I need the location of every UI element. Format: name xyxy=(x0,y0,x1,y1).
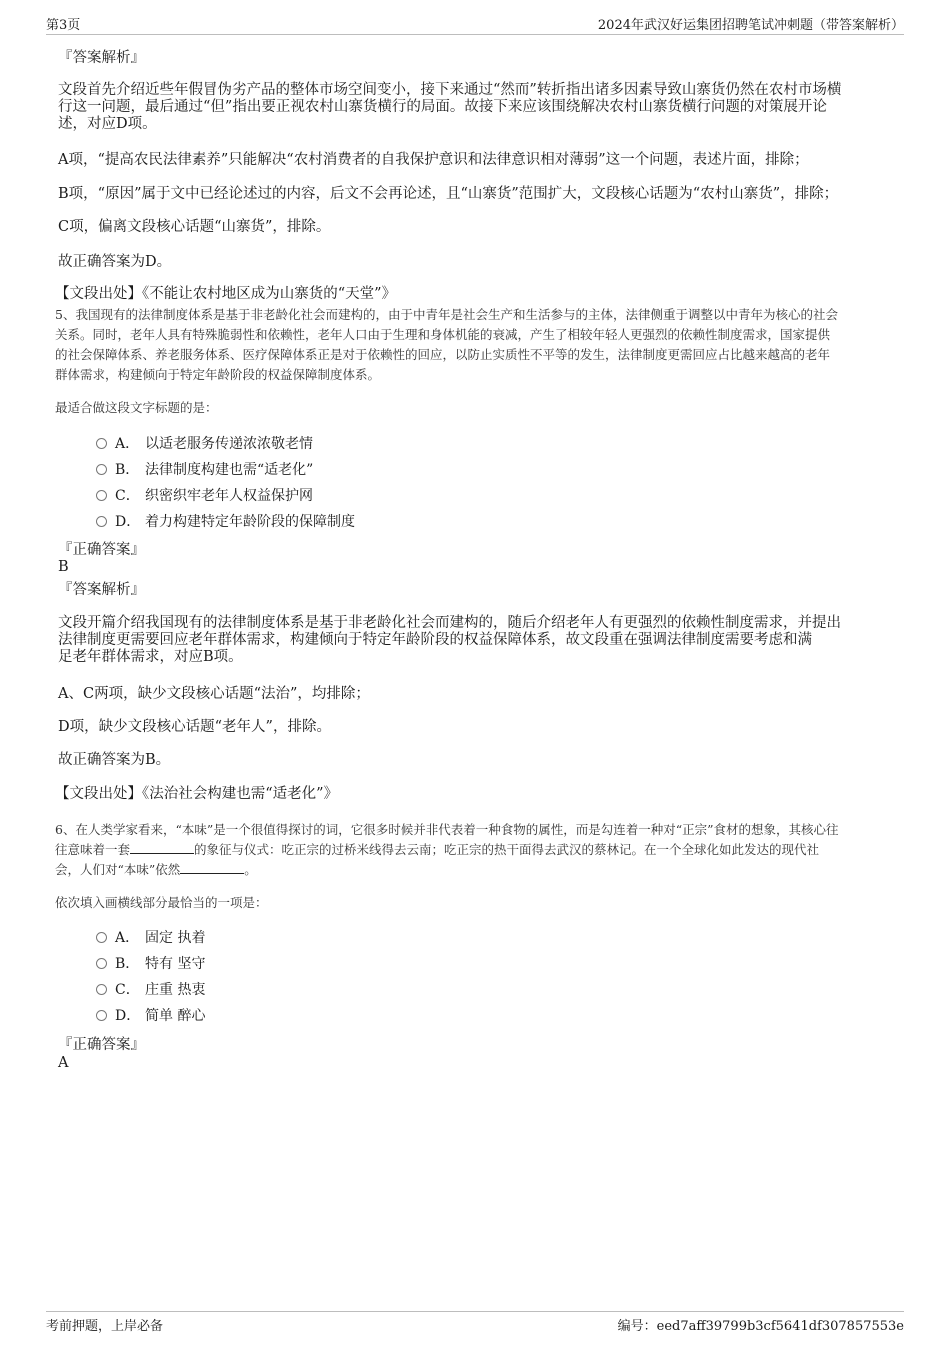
q5-analysis-heading: 『答案解析』 xyxy=(58,582,145,598)
q5-answer-heading: 『正确答案』 xyxy=(58,542,145,558)
q5-source: 【文段出处】《法治社会构建也需“适老化”》 xyxy=(55,786,339,802)
q5-stem xyxy=(55,305,897,385)
fill-in-blank-2 xyxy=(180,861,244,874)
q5-option-a[interactable]: A． 以适老服务传递浓浓敬老情 xyxy=(96,434,313,454)
q5-analysis-option-ac: A、C两项，缺少文段核心话题“法治”，均排除； xyxy=(58,686,370,702)
q4-analysis-option-b: B项，“原因”属于文中已经论述过的内容，后文不会再论述，且“山寨货”范围扩大，文段核心话题为“农村山寨货”，排除； xyxy=(58,186,839,202)
q5-option-d[interactable]: D． 着力构建特定年龄阶段的保障制度 xyxy=(96,512,355,532)
q4-conclusion: 故正确答案为D。 xyxy=(58,254,172,270)
q6-option-c[interactable]: C． 庄重 热衷 xyxy=(96,980,205,1000)
q5-analysis-paragraph xyxy=(58,615,893,666)
page-header xyxy=(46,14,904,35)
q5-option-b[interactable]: B． 法律制度构建也需“适老化” xyxy=(96,460,313,480)
q5-analysis-option-d: D项，缺少文段核心话题“老年人”，排除。 xyxy=(58,719,331,735)
document-title: 2024年武汉好运集团招聘笔试冲刺题（带答案解析） xyxy=(597,18,904,33)
radio-button-icon[interactable] xyxy=(96,438,107,449)
text-line: 述，对应D项。 xyxy=(58,116,157,132)
q4-source: 【文段出处】《不能让农村地区成为山寨货的“天堂”》 xyxy=(55,286,397,302)
text-line: 的社会保障体系、养老服务体系、医疗保障体系正是对于依赖性的回应，以防止实质性不平等的发生，法律制度更需回应占比越来越高的老年 xyxy=(55,347,831,362)
q6-option-d[interactable]: D． 简单 醉心 xyxy=(96,1006,205,1026)
q4-analysis-option-c: C项，偏离文段核心话题“山寨货”，排除。 xyxy=(58,219,331,235)
radio-button-icon[interactable] xyxy=(96,490,107,501)
text-line: 往意味着一套 的象征与仪式：吃正宗的过桥米线得去云南；吃正宗的热干面得去武汉的蔡林记。在一个全球化如此发达的现代社 xyxy=(55,842,820,857)
q6-option-b[interactable]: B． 特有 坚守 xyxy=(96,954,205,974)
q6-stem xyxy=(55,820,897,880)
text-line: 6、在人类学家看来，“本味”是一个很值得探讨的词，它很多时候并非代表着一种食物的属性，而是勾连着一种对“正宗”食材的想象，其核心往 xyxy=(55,822,839,837)
text-line: 足老年群体需求，对应B项。 xyxy=(58,649,243,665)
text-line: 群体需求，构建倾向于特定年龄阶段的权益保障制度体系。 xyxy=(55,367,381,382)
text-line: 文段开篇介绍我国现有的法律制度体系是基于非老龄化社会而建构的，随后介绍老年人有更强烈的依赖性制度需求，并提出 xyxy=(58,615,841,631)
q5-answer: B xyxy=(58,559,69,575)
text-line: 法律制度更需要回应老年群体需求，构建倾向于特定年龄阶段的权益保障体系，故文段重在强调法律制度需要考虑和满 xyxy=(58,632,812,648)
radio-button-icon[interactable] xyxy=(96,932,107,943)
fill-in-blank-1 xyxy=(130,841,194,854)
q6-answer-heading: 『正确答案』 xyxy=(58,1037,145,1053)
text-line: 会，人们对“本味”依然 。 xyxy=(55,862,257,877)
radio-button-icon[interactable] xyxy=(96,516,107,527)
text-line: 关系。同时，老年人具有特殊脆弱性和依赖性，老年人口由于生理和身体机能的衰减，产生了相较年轻人更强烈的依赖性制度需求，国家提供 xyxy=(55,327,831,342)
radio-button-icon[interactable] xyxy=(96,984,107,995)
text-line: 行这一问题，最后通过“但”指出要正视农村山寨货横行的局面。故接下来应该围绕解决农村山寨货横行问题的对策展开论 xyxy=(58,99,827,115)
q6-answer: A xyxy=(58,1055,69,1071)
q4-analysis-heading: 『答案解析』 xyxy=(58,50,145,66)
q5-conclusion: 故正确答案为B。 xyxy=(58,752,171,768)
q5-option-c[interactable]: C． 织密织牢老年人权益保护网 xyxy=(96,486,313,506)
radio-button-icon[interactable] xyxy=(96,958,107,969)
q4-analysis-option-a: A项，“提高农民法律素养”只能解决“农村消费者的自我保护意识和法律意识相对薄弱”这一个问题，表述片面，排除； xyxy=(58,152,809,168)
document-code: 编号：eed7aff39799b3cf5641df307857553e xyxy=(617,1319,904,1334)
text-line: 5、我国现有的法律制度体系是基于非老龄化社会而建构的，由于中青年是社会生产和生活参与的主体，法律侧重于调整以中青年为核心的社会 xyxy=(55,307,838,322)
radio-button-icon[interactable] xyxy=(96,1010,107,1021)
q6-prompt: 依次填入画横线部分最恰当的一项是： xyxy=(55,895,268,910)
text-line: 文段首先介绍近些年假冒伪劣产品的整体市场空间变小，接下来通过“然而”转折指出诸多因素导致山寨货仍然在农村市场横 xyxy=(58,82,842,98)
footer-motto: 考前押题，上岸必备 xyxy=(46,1319,164,1334)
q5-prompt: 最适合做这段文字标题的是： xyxy=(55,400,218,415)
q6-option-a[interactable]: A． 固定 执着 xyxy=(96,928,205,948)
page-number: 第3页 xyxy=(46,18,81,33)
q4-analysis-paragraph xyxy=(58,82,893,133)
radio-button-icon[interactable] xyxy=(96,464,107,475)
page-footer xyxy=(46,1311,904,1334)
